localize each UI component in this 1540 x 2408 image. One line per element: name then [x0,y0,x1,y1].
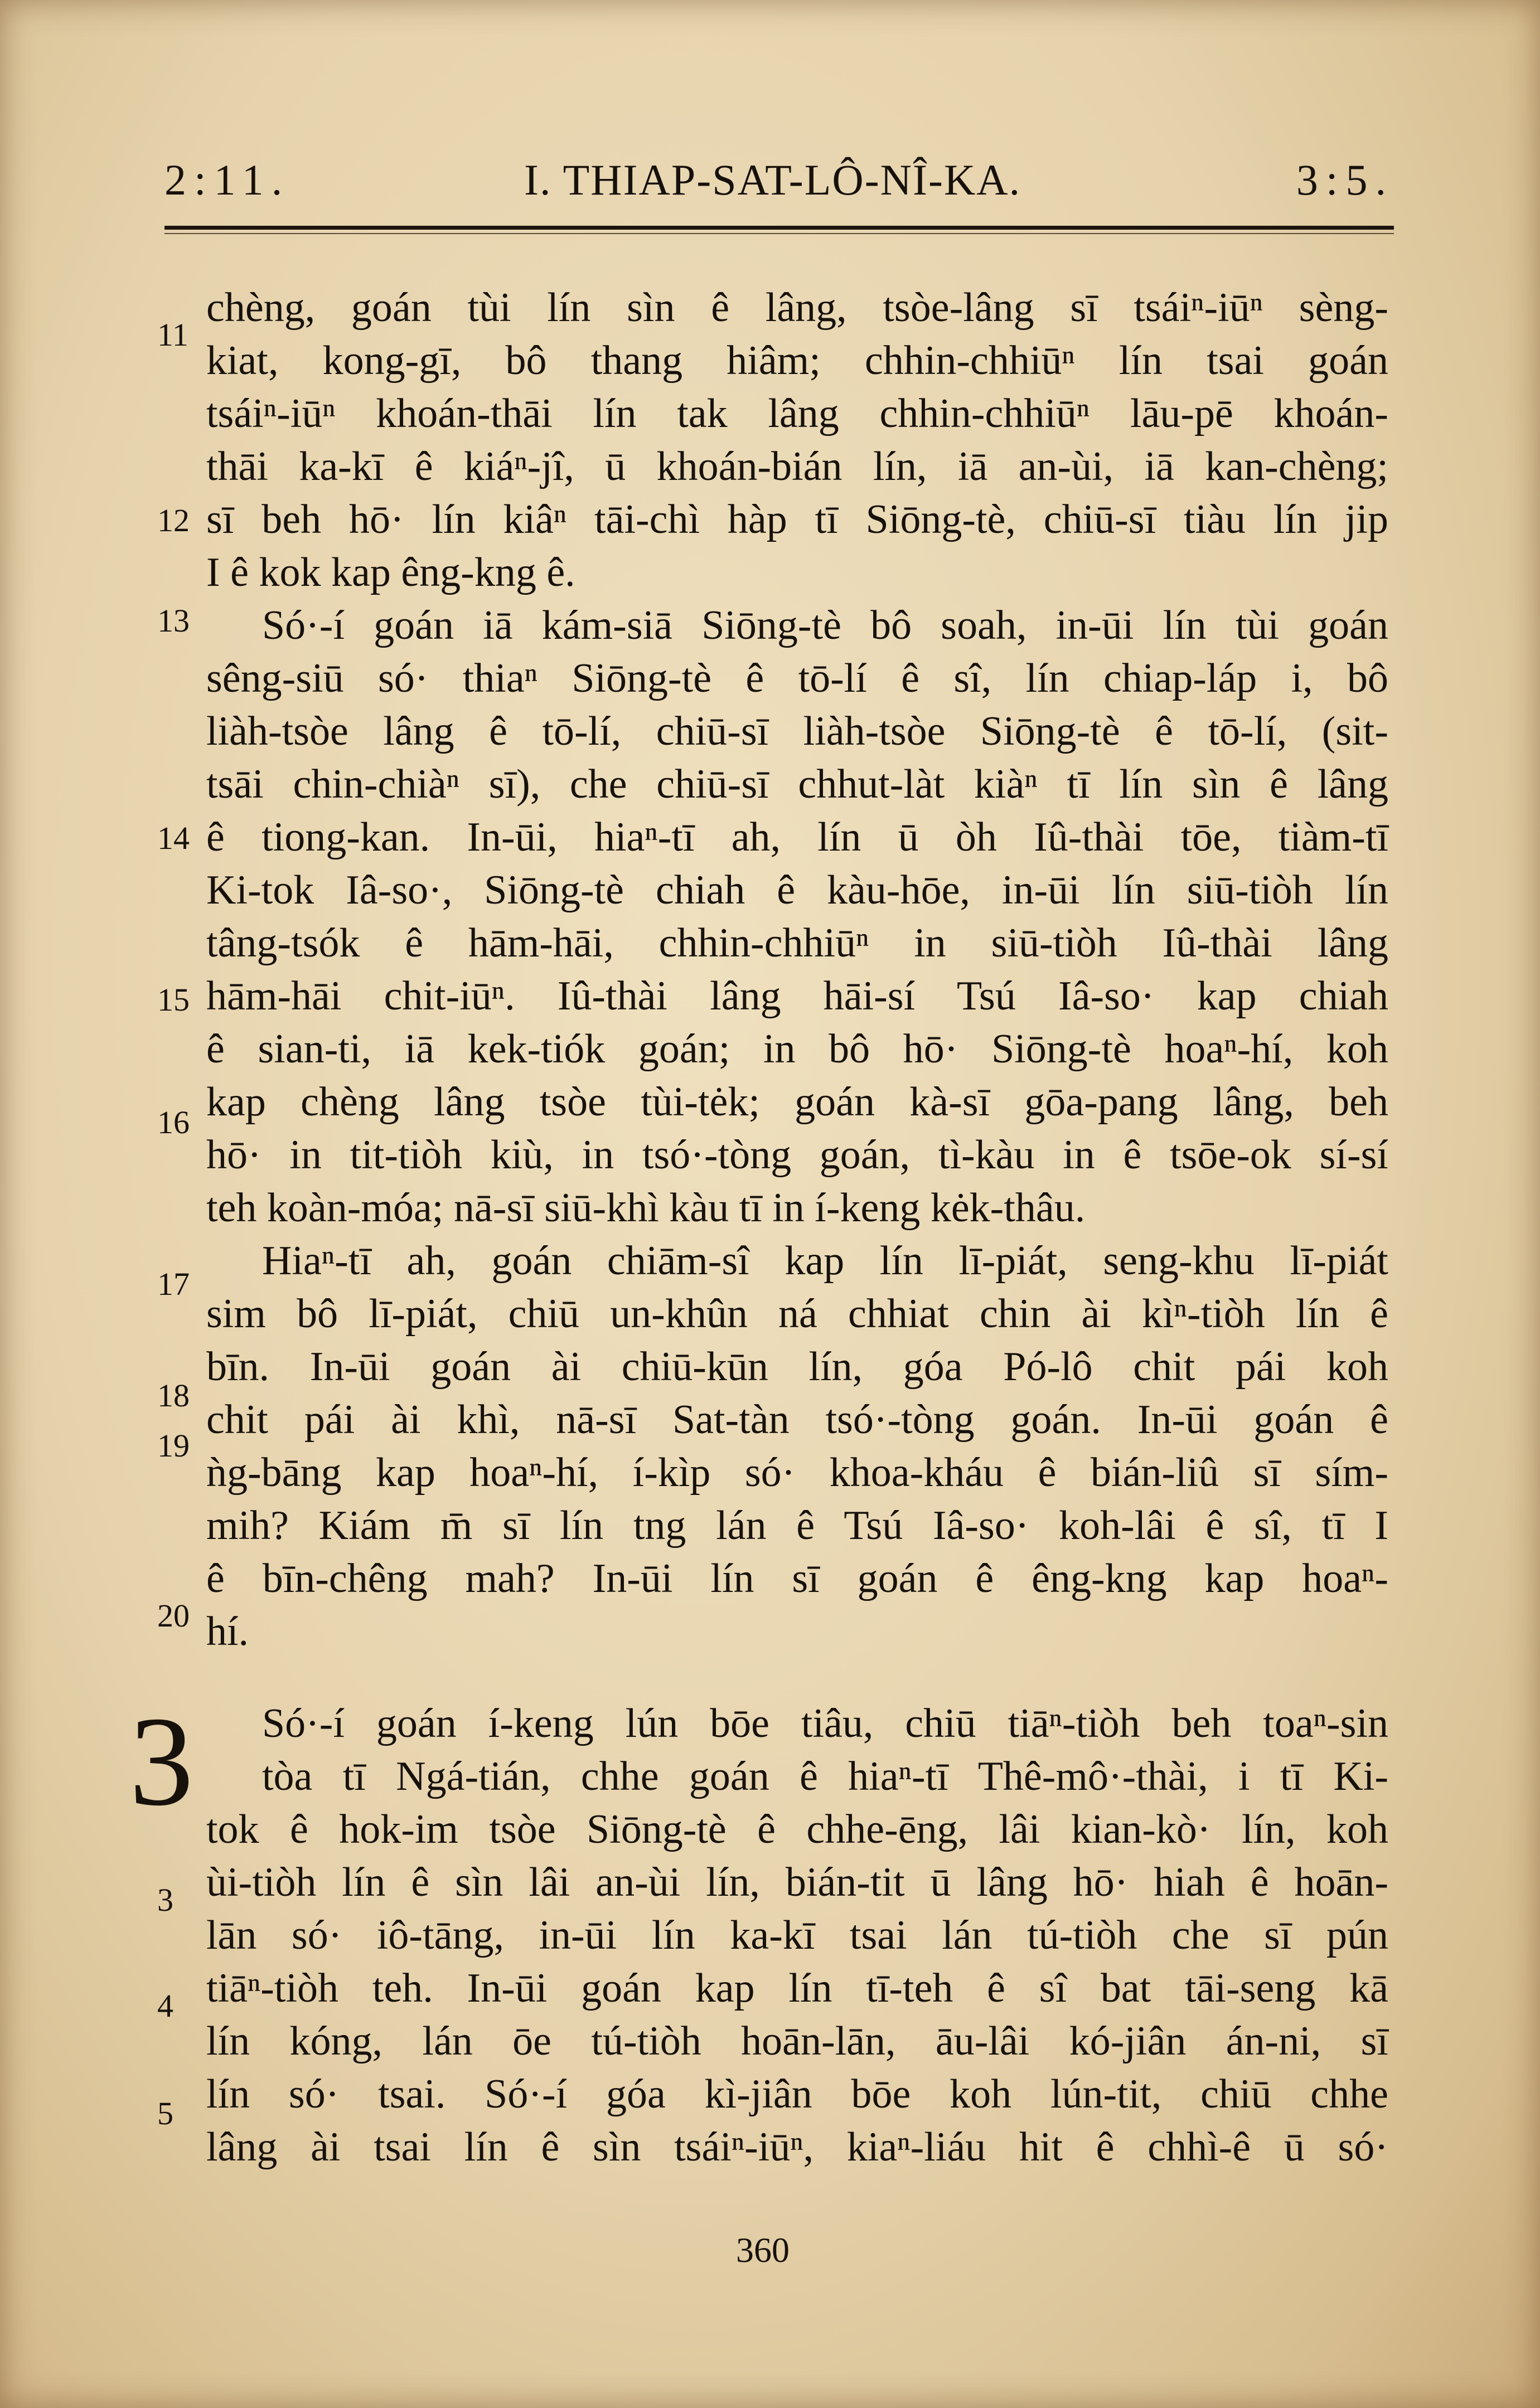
text-line: liàh-tsòe lâng ê tō-lí, chiū-sī liàh-tsòe Siōng-tè ê tō-lí, (sit- [206,708,1388,754]
header-rule-thin [164,233,1394,234]
text-line: thāi ka-kī ê kiáⁿ-jî, ū khoán-bián lín, iā an-ùi, iā kan-chèng; [206,444,1388,489]
header-book-title: I. THIAP-SAT-LÔ-NÎ-KA. [524,156,1021,204]
text-line: mih? Kiám m̄ sī lín tng lán ê Tsú Iâ-so· koh-lâi ê sî, tī I [206,1503,1388,1548]
text-line: tiāⁿ-tiòh teh. In-ūi goán kap lín tī-teh ê sî bat tāi-seng kā [206,1965,1388,2011]
text-line: hō· in tit-tiòh kiù, in tsó·-tòng goán, tì-kàu in ê tsōe-ok sí-sí [206,1132,1388,1178]
text-line: bīn. In-ūi goán ài chiū-kūn lín, góa Pó-lô chit pái koh [206,1344,1388,1390]
text-line: ê bīn-chêng mah? In-ūi lín sī goán ê êng-kng kap hoaⁿ- [206,1556,1388,1601]
header-right-reference: 3:5. [1296,156,1394,204]
verse-number: 5 [157,2095,173,2132]
text-line: ùi-tiòh lín ê sìn lâi an-ùi lín, bián-tit ū lâng hō· hiah ê hoān- [206,1860,1388,1905]
text-line: sī beh hō· lín kiâⁿ tāi-chì hàp tī Siōng-tè, chiū-sī tiàu lín jip [206,497,1388,542]
text-line: lín só· tsai. Só·-í góa kì-jiân bōe koh lún-tit, chiū chhe [206,2071,1388,2117]
verse-number: 11 [157,317,188,353]
header-rule [164,226,1394,230]
verse-number: 13 [157,603,190,639]
header-left-reference: 2:11. [164,156,290,204]
text-line: ê sian-ti, iā kek-tiók goán; in bô hō· Siōng-tè hoaⁿ-hí, koh [206,1026,1388,1072]
verse-number: 4 [157,1988,173,2024]
text-line: Hiaⁿ-tī ah, goán chiām-sî kap lín lī-piát, seng-khu lī-piát [262,1238,1388,1284]
verse-number: 17 [157,1266,190,1302]
verse-number: 20 [157,1598,190,1634]
text-line: Só·-í goán iā kám-siā Siōng-tè bô soah, in-ūi lín tùi goán [262,603,1388,648]
text-line: lâng ài tsai lín ê sìn tsáiⁿ-iūⁿ, kiaⁿ-liáu hit ê chhì-ê ū só· [206,2124,1388,2170]
text-line: tsāi chin-chiàⁿ sī), che chiū-sī chhut-làt kiàⁿ tī lín sìn ê lâng [206,761,1388,807]
text-line: lín kóng, lán ōe tú-tiòh hoān-lān, āu-lâi kó-jiân án-ni, sī [206,2018,1388,2064]
verse-number: 3 [157,1882,173,1918]
verse-number: 16 [157,1104,190,1140]
running-header [164,155,1394,213]
text-line: tâng-tsók ê hām-hāi, chhin-chhiūⁿ in siū-tiòh Iû-thài lâng [206,920,1388,966]
text-line: ǹg-bāng kap hoaⁿ-hí, í-kìp só· khoa-kháu ê bián-liû sī sím- [206,1450,1388,1496]
text-line: I ê kok kap êng-kng ê. [206,550,575,595]
text-line: chit pái ài khì, nā-sī Sat-tàn tsó·-tòng goán. In-ūi goán ê [206,1397,1388,1443]
verse-number: 19 [157,1428,190,1464]
text-line: tok ê hok-im tsòe Siōng-tè ê chhe-ēng, lâi kian-kò· lín, koh [206,1807,1388,1852]
text-line: teh koàn-móa; nā-sī siū-khì kàu tī in í-keng kėk-thâu. [206,1185,1086,1231]
text-line: kap chèng lâng tsòe tùi-tėk; goán kà-sī gōa-pang lâng, beh [206,1079,1388,1125]
text-line: tòa tī Ngá-tián, chhe goán ê hiaⁿ-tī Thê-mô·-thài, i tī Ki- [262,1754,1388,1799]
text-line: chèng, goán tùi lín sìn ê lâng, tsòe-lâng sī tsáiⁿ-iūⁿ sèng- [206,285,1388,331]
text-line: sêng-siū só· thiaⁿ Siōng-tè ê tō-lí ê sî, lín chiap-láp i, bô [206,656,1388,701]
verse-number: 12 [157,502,190,538]
text-line: lān só· iô-tāng, in-ūi lín ka-kī tsai lán tú-tiòh che sī pún [206,1912,1388,1958]
chapter-number: 3 [129,1690,193,1832]
text-line: kiat, kong-gī, bô thang hiâm; chhin-chhiūⁿ lín tsai goán [206,338,1388,383]
verse-number: 18 [157,1377,190,1414]
verse-number: 15 [157,982,190,1018]
text-line: ê tiong-kan. In-ūi, hiaⁿ-tī ah, lín ū òh Iû-thài tōe, tiàm-tī [206,814,1388,860]
text-line: sim bô lī-piát, chiū un-khûn ná chhiat chin ài kìⁿ-tiòh lín ê [206,1291,1388,1337]
text-line: hām-hāi chit-iūⁿ. Iû-thài lâng hāi-sí Tsú Iâ-so· kap chiah [206,973,1388,1019]
text-line: Ki-tok Iâ-so·, Siōng-tè chiah ê kàu-hōe, in-ūi lín siū-tiòh lín [206,867,1388,913]
verse-number: 14 [157,820,190,856]
text-line: Só·-í goán í-keng lún bōe tiâu, chiū tiāⁿ-tiòh beh toaⁿ-sin [262,1701,1388,1746]
text-line: hí. [206,1609,249,1654]
page-number: 360 [736,2230,790,2270]
text-line: tsáiⁿ-iūⁿ khoán-thāi lín tak lâng chhin-chhiūⁿ lāu-pē khoán- [206,391,1388,436]
